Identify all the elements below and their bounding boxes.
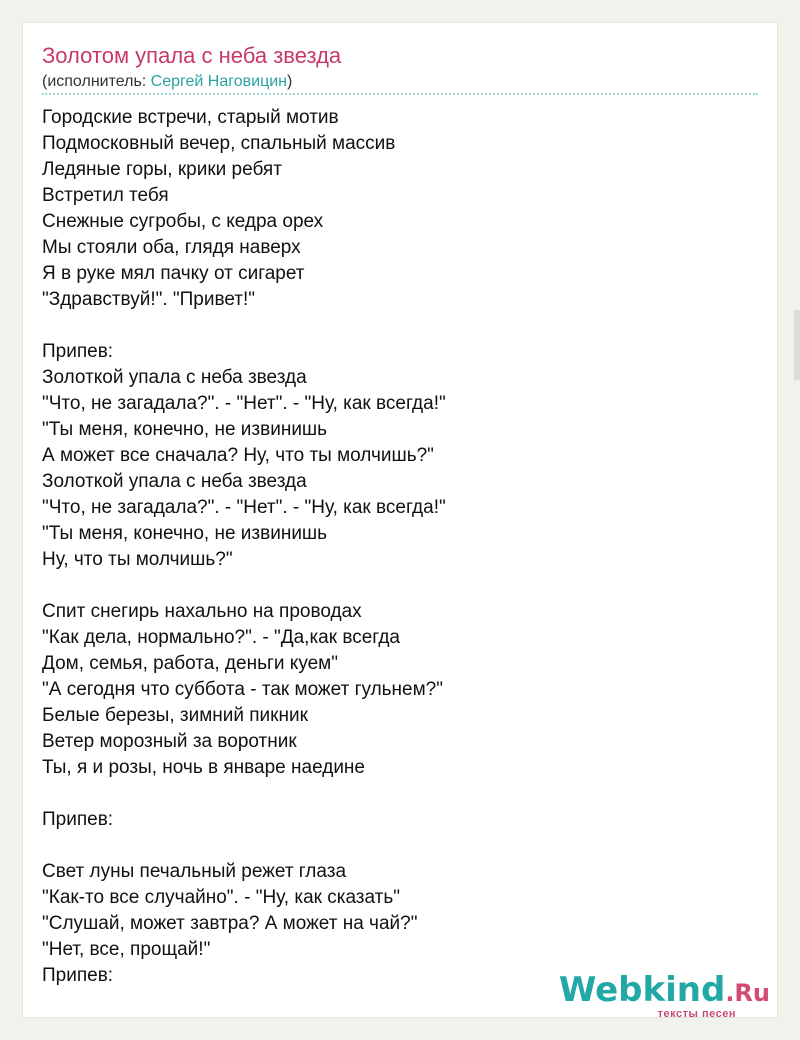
lyric-line: "Ты меня, конечно, не извинишь [42, 419, 328, 440]
lyric-line: Белые березы, зимний пикник [42, 705, 308, 726]
lyric-line: "Как-то все случайно". - "Ну, как сказать" [42, 887, 401, 908]
scroll-edge [794, 310, 800, 380]
lyric-line: "Слушай, может завтра? А может на чай?" [42, 913, 418, 934]
lyric-line: "Нет, все, прощай!" [42, 939, 211, 960]
lyric-line: Свет луны печальный режет глаза [42, 861, 347, 882]
lyric-line: "Здравствуй!". "Привет!" [42, 289, 256, 310]
lyric-line: Я в руке мял пачку от сигарет [42, 263, 305, 284]
artist-suffix: ) [287, 73, 293, 90]
lyric-line: Золоткой упала с неба звезда [42, 471, 307, 492]
lyric-line: Ну, что ты молчишь?" [42, 549, 233, 570]
lyric-line: Ты, я и розы, ночь в январе наедине [42, 757, 365, 778]
lyrics-body [42, 105, 742, 989]
logo-wordmark [559, 972, 770, 1011]
lyric-line: Дом, семья, работа, деньги куем" [42, 653, 338, 674]
lyric-line: "Что, не загадала?". - "Нет". - "Ну, как всегда!" [42, 393, 446, 414]
lyric-line: Встретил тебя [42, 185, 169, 206]
lyric-line: "Как дела, нормально?". - "Да,как всегда [42, 627, 401, 648]
title-divider [42, 93, 758, 95]
lyric-line: Снежные сугробы, с кедра орех [42, 211, 324, 232]
lyric-line: Припев: [42, 809, 114, 830]
artist-line [42, 72, 292, 92]
lyric-line: Золоткой упала с неба звезда [42, 367, 307, 388]
lyric-blank-line [42, 833, 742, 859]
lyric-line: Ледяные горы, крики ребят [42, 159, 282, 180]
lyric-line: "Что, не загадала?". - "Нет". - "Ну, как всегда!" [42, 497, 446, 518]
logo-main-text: Webkind [558, 970, 726, 1010]
artist-link[interactable]: Сергей Наговицин [150, 73, 287, 90]
logo-suffix: .Ru [725, 979, 770, 1007]
lyric-line: Мы стояли оба, глядя наверх [42, 237, 301, 258]
lyric-blank-line [42, 573, 742, 599]
lyric-line: Припев: [42, 965, 114, 986]
song-title: Золотом упала с неба звезда [42, 43, 342, 68]
lyric-line: Припев: [42, 341, 114, 362]
lyric-line: А может все сначала? Ну, что ты молчишь?" [42, 445, 434, 466]
lyric-line: Подмосковный вечер, спальный массив [42, 133, 396, 154]
logo-tagline: тексты песен [657, 1008, 736, 1020]
site-logo[interactable] [559, 972, 770, 1020]
lyric-line: Спит снегирь нахально на проводах [42, 601, 362, 622]
lyric-line: "Ты меня, конечно, не извинишь [42, 523, 328, 544]
artist-prefix: (исполнитель: [42, 73, 151, 90]
lyric-line: Ветер морозный за воротник [42, 731, 297, 752]
lyric-line: Городские встречи, старый мотив [42, 107, 339, 128]
lyric-blank-line [42, 313, 742, 339]
lyric-blank-line [42, 781, 742, 807]
lyric-line: "А сегодня что суббота - так может гульнем?" [42, 679, 443, 700]
